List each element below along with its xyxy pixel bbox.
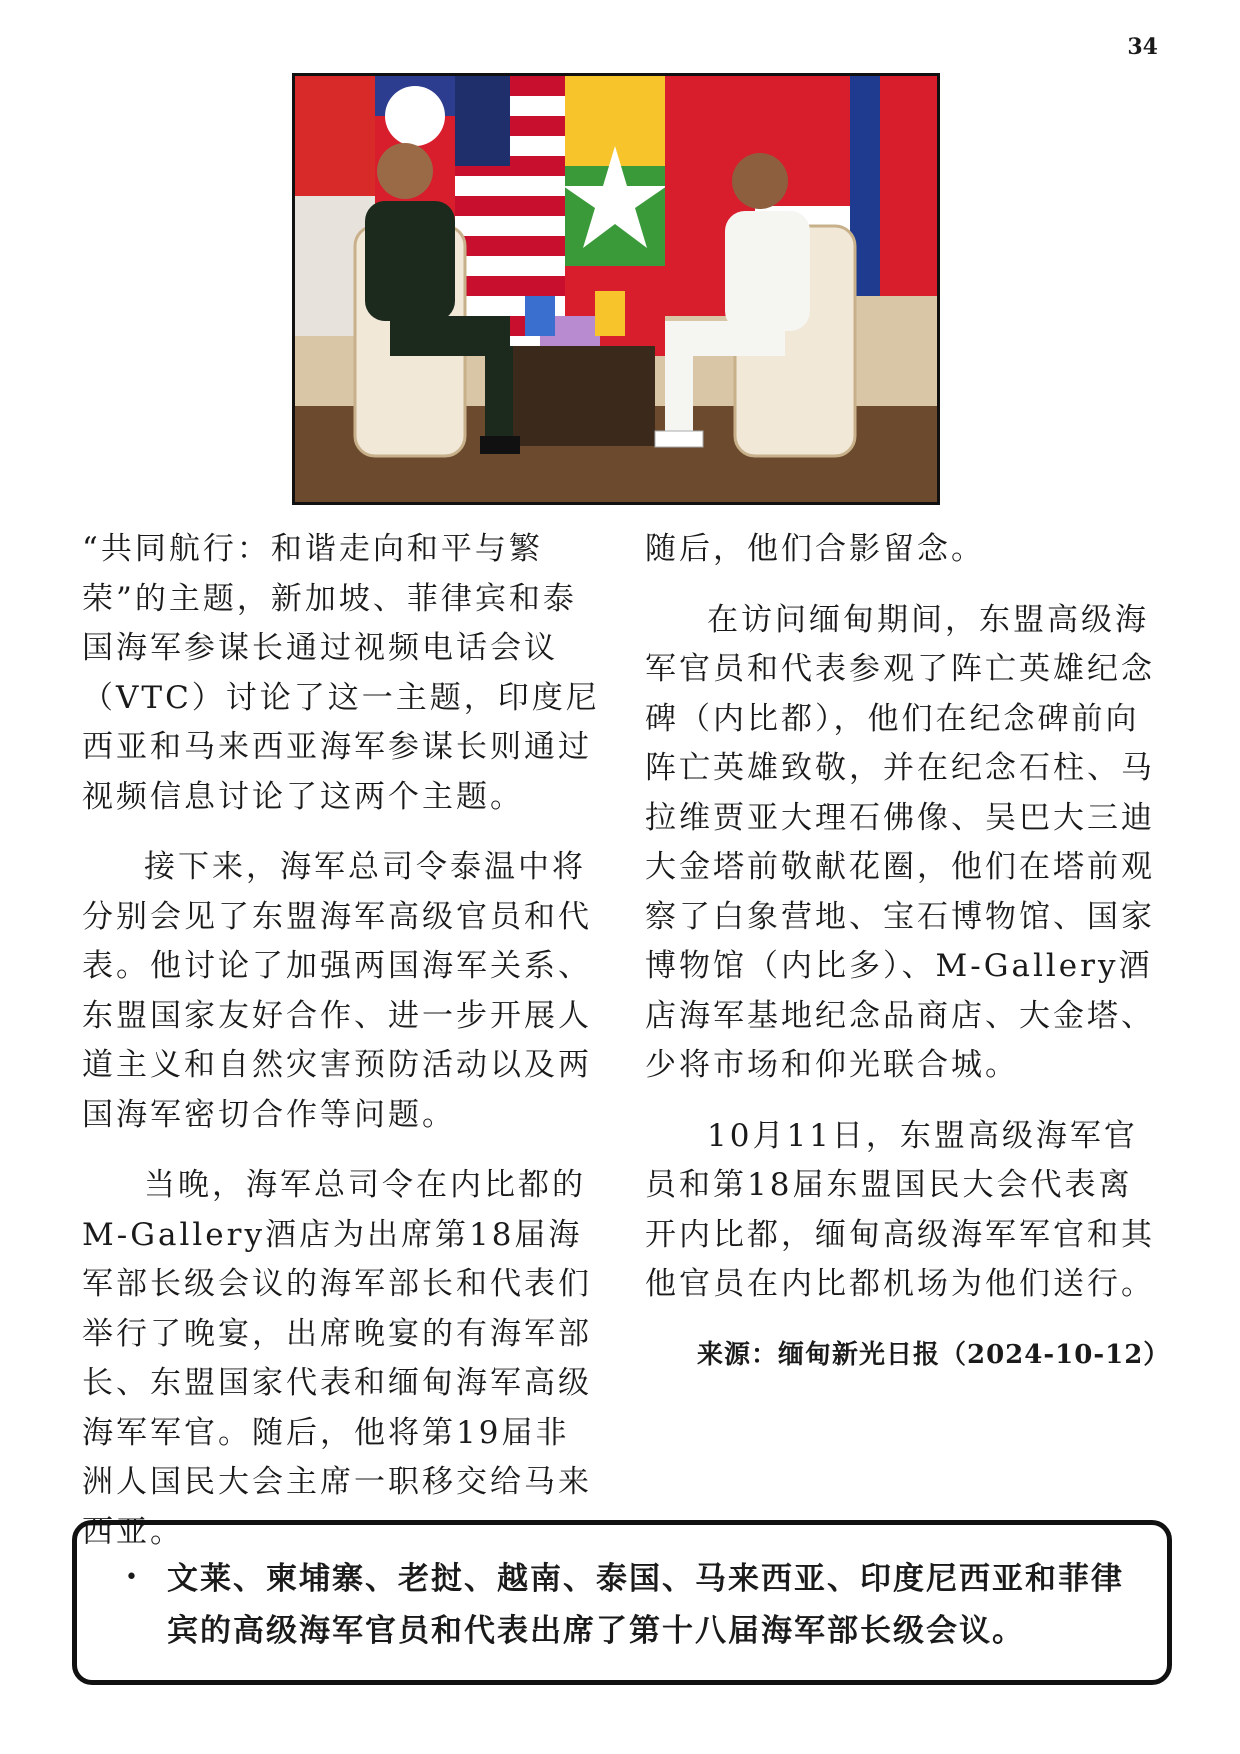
- right-paragraph-2: 在访问缅甸期间，东盟高级海军官员和代表参观了阵亡英雄纪念碑（内比都），他们在纪念碑前向阵亡英雄致敬，并在纪念石柱、马拉维贾亚大理石佛像、吴巴大三迪大金塔前敬献花圈，他们在塔前观察了白象营地、宝石博物馆、国家博物馆（内比多）、M-Gallery酒店海军基地纪念品商店、大金塔、少将市场和仰光联合城。: [645, 601, 1155, 1083]
- page-number: 34: [1127, 34, 1158, 60]
- left-paragraph-3: 当晚，海军总司令在内比都的M-Gallery酒店为出席第18届海军部长级会议的海军部长和代表们举行了晚宴，出席晚宴的有海军部长、东盟国家代表和缅甸海军高级海军军官。随后，他将第19届非洲人国民大会主席一职移交给马来西亚。: [82, 1167, 592, 1550]
- bullet-icon: •: [125, 1565, 138, 1590]
- right-column: [645, 525, 1165, 1310]
- highlight-text: 文莱、柬埔寨、老挝、越南、泰国、马来西亚、印度尼西亚和菲律宾的高级海军官员和代表出席了第十八届海军部长级会议。: [167, 1561, 1124, 1649]
- left-paragraph-2: 接下来，海军总司令泰温中将分别会见了东盟海军高级官员和代表。他讨论了加强两国海军关系、东盟国家友好合作、进一步开展人道主义和自然灾害预防活动以及两国海军密切合作等问题。: [82, 849, 592, 1133]
- source-credit: 来源：缅甸新光日报（2024-10-12）: [697, 1340, 1171, 1370]
- photo-illustration: [295, 76, 937, 502]
- left-column: [82, 525, 602, 1557]
- highlight-box: [72, 1520, 1172, 1685]
- left-paragraph-1: “共同航行：和谐走向和平与繁荣”的主题，新加坡、菲律宾和泰国海军参谋长通过视频电话会议（VTC）讨论了这一主题，印度尼西亚和马来西亚海军参谋长则通过视频信息讨论了这两个主题。: [82, 531, 600, 815]
- right-paragraph-1: 随后，他们合影留念。: [645, 531, 985, 567]
- meeting-photo: [292, 73, 940, 505]
- right-paragraph-3: 10月11日，东盟高级海军官员和第18届东盟国民大会代表离开内比都，缅甸高级海军军官和其他官员在内比都机场为他们送行。: [645, 1117, 1155, 1302]
